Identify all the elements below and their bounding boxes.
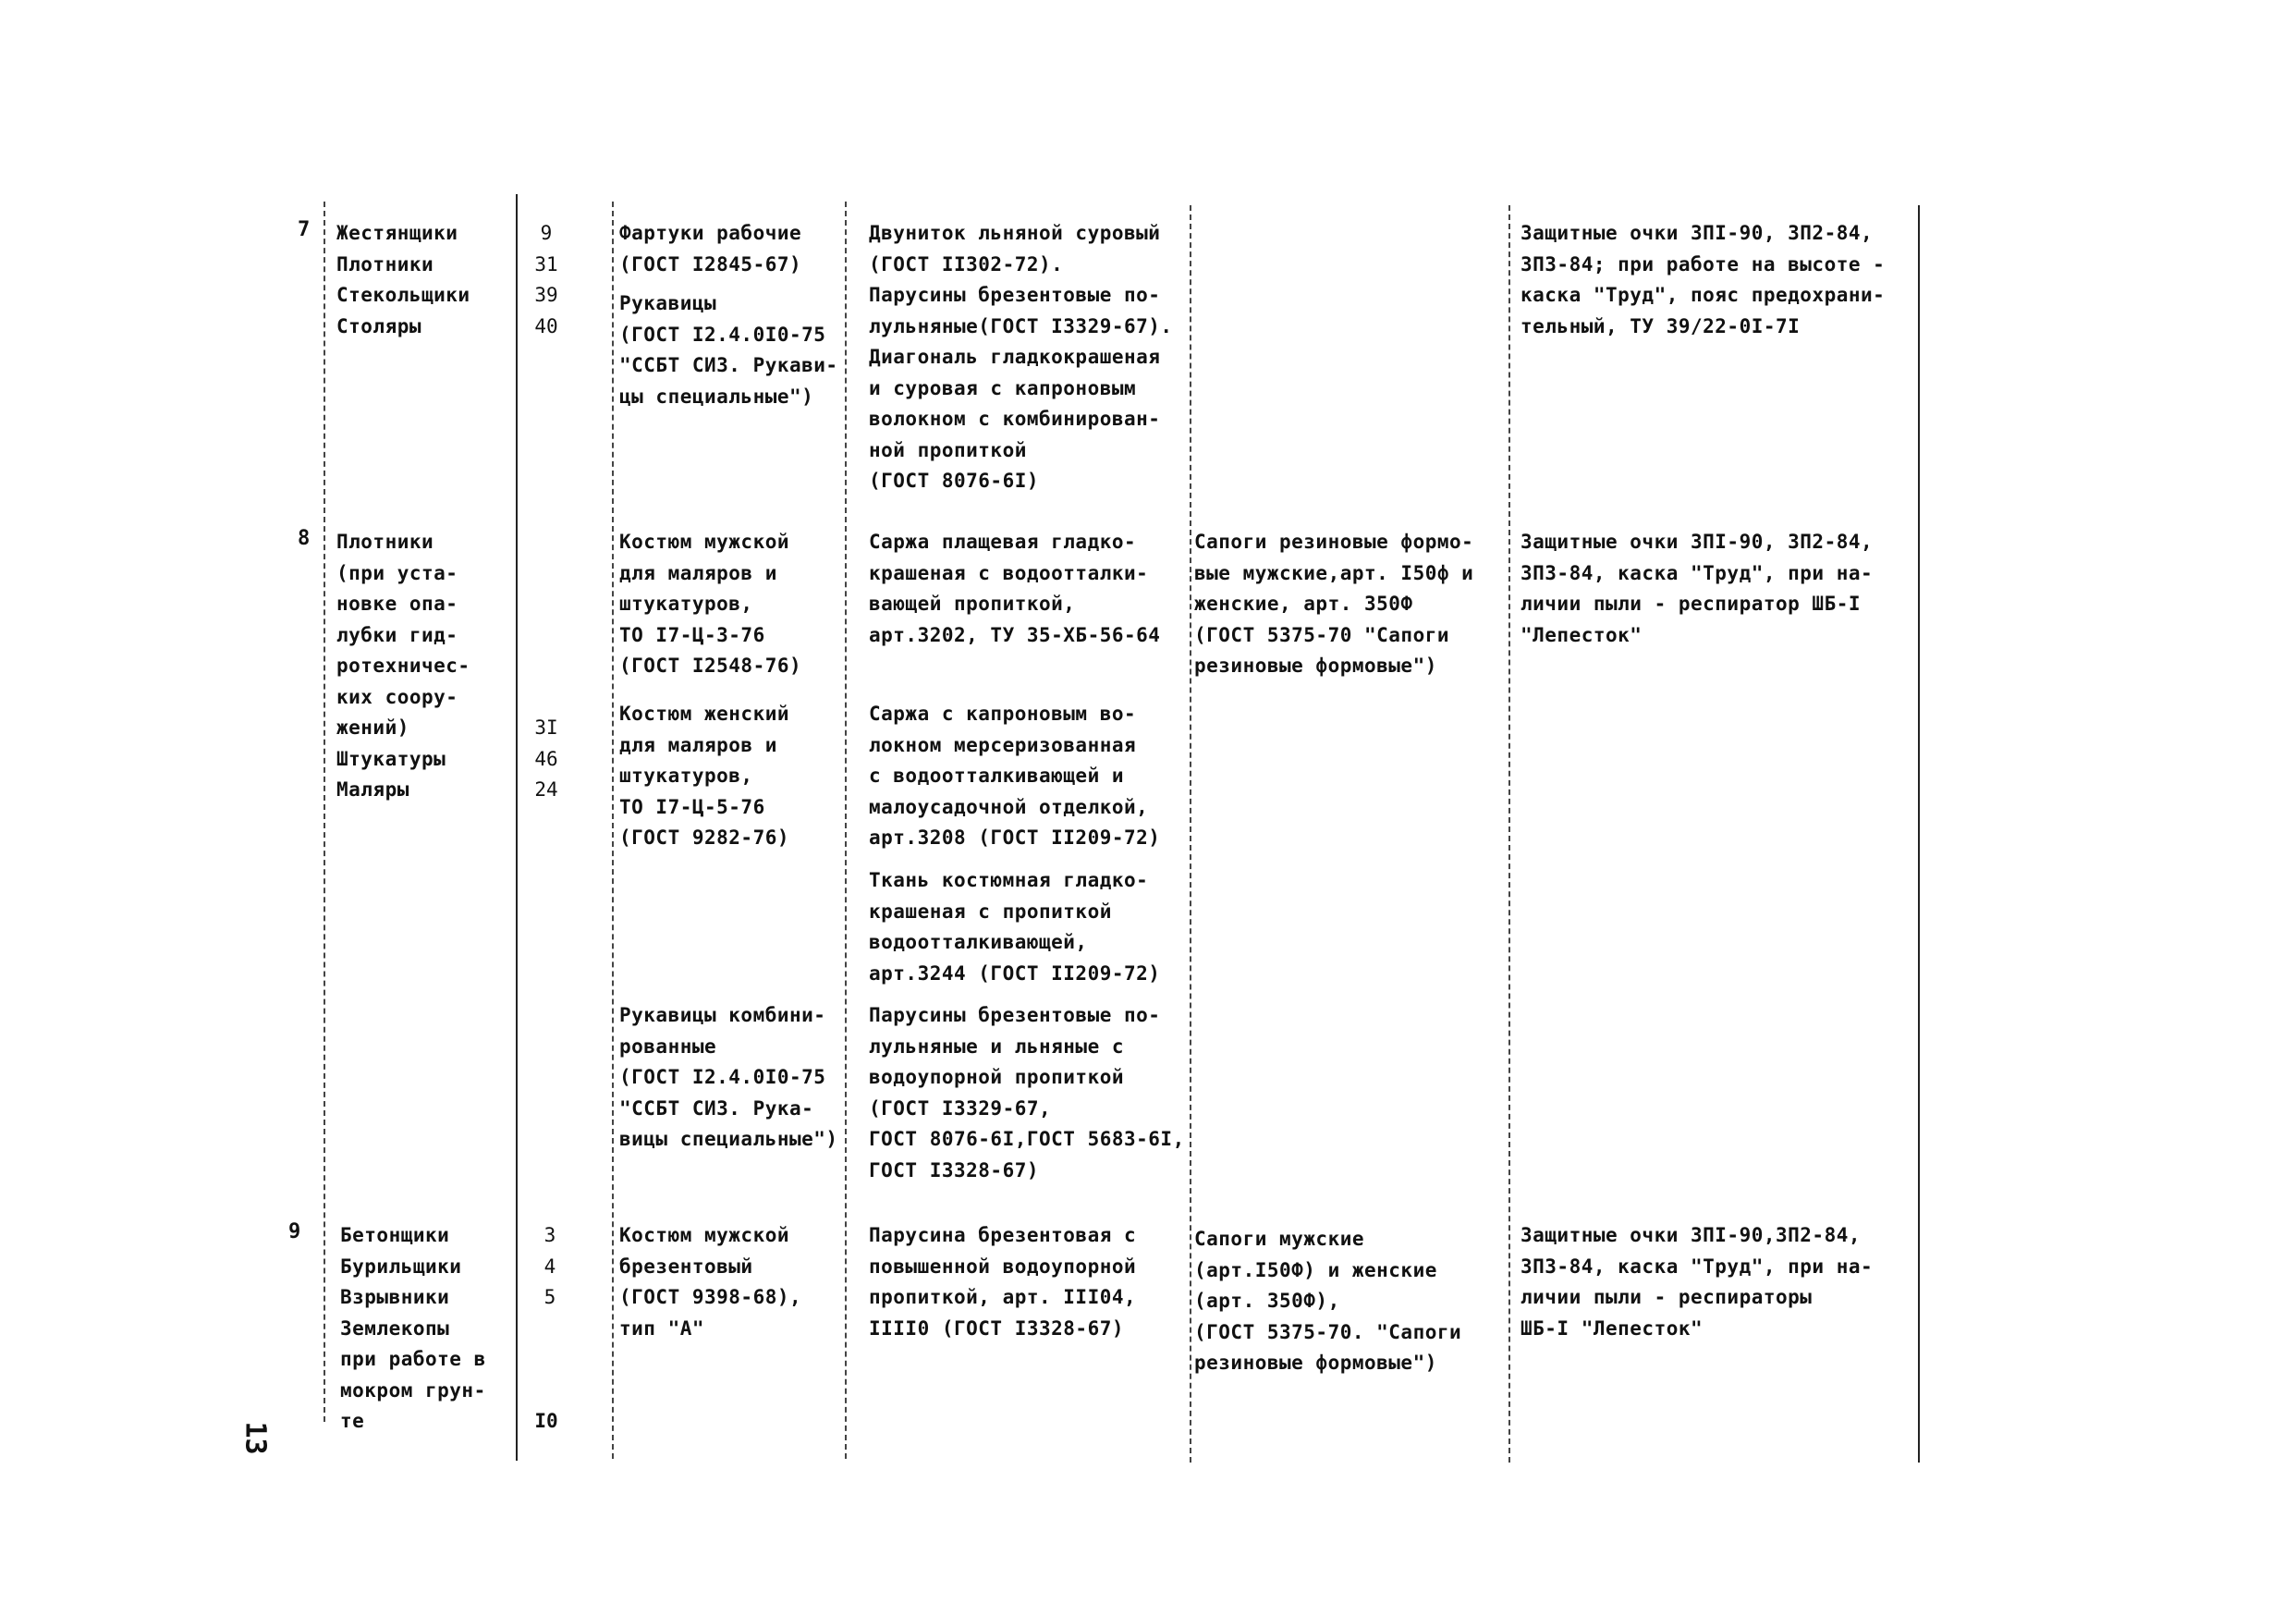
footwear: Сапоги мужские (арт.I50Ф) и женские (арт. 350Ф), (ГОСТ 5375-70. "Сапоги резиновые формовые") (1194, 1228, 1462, 1374)
quantity: 9 (540, 222, 553, 244)
clothing-item: Костюм мужской для маляров и штукатуров, ТО I7-Ц-3-76 (ГОСТ I2548-76) (619, 531, 802, 677)
fabric-item: Двуниток льняной суровый (ГОСТ II302-72). Парусины брезентовые по- лульняные(ГОСТ I3329-67). Диагональ гладкокрашеная и суровая с капроновым волокном с комбинирован- ной пропиткой (ГОСТ 8076-6I) (869, 222, 1173, 492)
profession: мокром грун- (340, 1379, 486, 1402)
column-rule (1508, 205, 1510, 1463)
fabric-item: Саржа плащевая гладко- крашеная с водоотталки- вающей пропиткой, арт.3202, ТУ 35-ХБ-56-64 (869, 531, 1161, 646)
quantity: 31 (534, 253, 558, 275)
profession: те (340, 1410, 365, 1432)
profession: Взрывники (340, 1286, 450, 1308)
quantity: 46 (534, 748, 558, 770)
profession: лубки гид- (336, 624, 458, 646)
profession: Столяры (336, 315, 422, 337)
profession: новке опа- (336, 593, 458, 615)
profession: жений) (336, 716, 409, 739)
quantity: 3 (543, 1224, 556, 1246)
column-rule (1918, 205, 1920, 1463)
clothing-item: Рукавицы комбини- рованные (ГОСТ I2.4.0I0-75 "ССБТ СИЗ. Рука- вицы специальные") (619, 1004, 838, 1150)
profession: Стекольщики (336, 284, 470, 306)
quantity: 39 (534, 284, 558, 306)
profession: Штукатуры (336, 748, 446, 770)
quantity: 24 (534, 778, 558, 801)
quantity: I0 (534, 1410, 558, 1432)
protective-equipment: Защитные очки ЗПI-90,ЗП2-84, ЗП3-84, каска "Труд", при на- личии пыли - респираторы ШБ-I "Лепесток" (1520, 1224, 1874, 1340)
column-rule (324, 202, 325, 1422)
clothing-item: Рукавицы (ГОСТ I2.4.0I0-75 "ССБТ СИЗ. Рукави- цы специальные") (619, 292, 838, 408)
fabric-item: Парусины брезентовые по- лульняные и льняные с водоупорной пропиткой (ГОСТ I3329-67, ГОСТ 8076-6I,ГОСТ 5683-6I, ГОСТ I3328-67) (869, 1004, 1185, 1181)
footwear: Сапоги резиновые формо- вые мужские,арт. I50ф и женские, арт. 350Ф (ГОСТ 5375-70 "Сапоги резиновые формовые") (1194, 531, 1474, 677)
fabric-item: Ткань костюмная гладко- крашеная с пропиткой водоотталкивающей, арт.3244 (ГОСТ II209-72) (869, 869, 1161, 985)
fabric-item: Саржа с капроновым во- локном мерсеризованная с водоотталкивающей и малоусадочной отделкой, арт.3208 (ГОСТ II209-72) (869, 703, 1161, 849)
column-rule (1190, 205, 1191, 1463)
clothing-item: Костюм женский для маляров и штукатуров, ТО I7-Ц-5-76 (ГОСТ 9282-76) (619, 703, 790, 849)
protective-equipment: Защитные очки ЗПI-90, ЗП2-84, ЗП3-84; при работе на высоте - каска "Труд", пояс предохрани- тельный, ТУ 39/22-0I-7I (1520, 222, 1886, 337)
profession: ких соору- (336, 686, 458, 708)
quantity: 4 (543, 1255, 556, 1278)
profession: при работе в (340, 1348, 486, 1370)
column-rule (845, 202, 847, 1459)
quantity: 5 (543, 1286, 556, 1308)
page-number: 13 (238, 1421, 272, 1455)
profession: Бетонщики (340, 1224, 450, 1246)
protective-equipment: Защитные очки ЗПI-90, ЗП2-84, ЗП3-84, каска "Труд", при на- личии пыли - респиратор ШБ-I "Лепесток" (1520, 531, 1874, 646)
row-number: 8 (298, 527, 311, 550)
row-number: 9 (288, 1220, 301, 1243)
clothing-item: Фартуки рабочие (ГОСТ I2845-67) (619, 222, 802, 275)
profession: Землекопы (340, 1317, 450, 1340)
profession: ротехничес- (336, 655, 470, 677)
profession: Жестянщики (336, 222, 458, 244)
profession: Плотники (336, 253, 434, 275)
profession: Бурильщики (340, 1255, 462, 1278)
row-number: 7 (298, 218, 311, 241)
profession: Плотники (336, 531, 434, 553)
clothing-item: Костюм мужской брезентовый (ГОСТ 9398-68), тип "А" (619, 1224, 802, 1340)
fabric-item: Парусина брезентовая с повышенной водоупорной пропиткой, арт. III04, IIII0 (ГОСТ I3328-67) (869, 1224, 1137, 1340)
profession: (при уста- (336, 562, 458, 584)
quantity: 40 (534, 315, 558, 337)
profession: Маляры (336, 778, 409, 801)
quantity: 3I (534, 716, 558, 739)
column-rule (612, 202, 614, 1459)
